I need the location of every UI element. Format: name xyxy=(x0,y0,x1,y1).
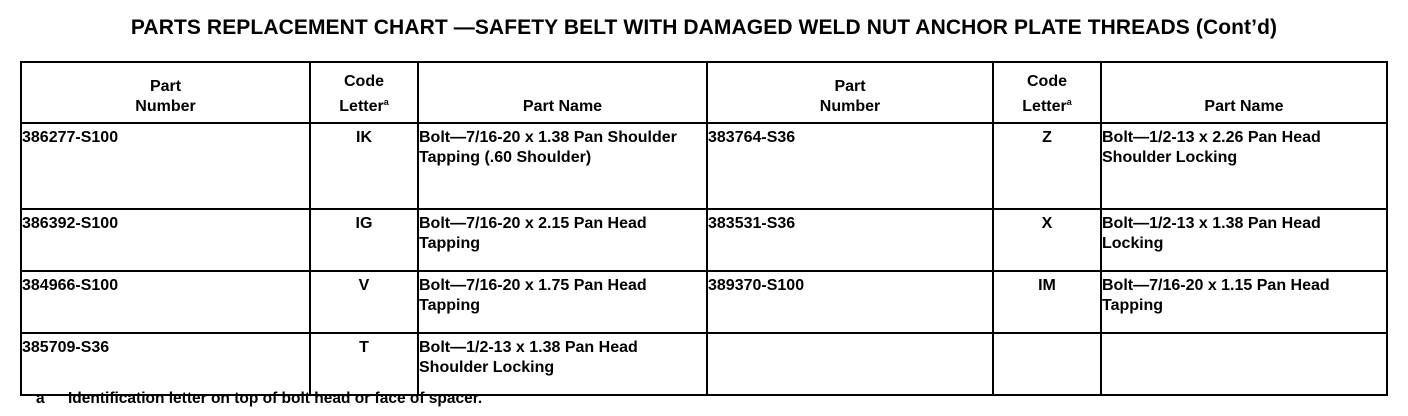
table-row xyxy=(21,271,1387,333)
code-letter-cell: IG xyxy=(310,209,418,271)
header-code-letter: Code Letter$^a$ xyxy=(310,62,418,123)
part-name-cell: Bolt—7/16-20 x 1.15 Pan Head Tapping xyxy=(1101,271,1387,333)
part-name-cell xyxy=(1101,333,1387,395)
parts-replacement-table xyxy=(20,61,1388,396)
part-number-cell: 384966-S100 xyxy=(21,271,310,333)
part-number-cell: 385709-S36 xyxy=(21,333,310,395)
header-part-number: Part Number xyxy=(21,62,310,123)
code-letter-cell: V xyxy=(310,271,418,333)
part-name-cell: Bolt—7/16-20 x 1.38 Pan Shoulder Tapping (.60 Shoulder) xyxy=(418,123,707,209)
code-letter-cell xyxy=(993,333,1101,395)
part-name-cell: Bolt—1/2-13 x 1.38 Pan Head Locking xyxy=(1101,209,1387,271)
part-name-cell: Bolt—1/2-13 x 1.38 Pan Head Shoulder Locking xyxy=(418,333,707,395)
part-name-cell: Bolt—7/16-20 x 1.75 Pan Head Tapping xyxy=(418,271,707,333)
footnote-marker: a xyxy=(36,390,45,407)
header-part-name: Part Name xyxy=(1101,62,1387,123)
table-row xyxy=(21,123,1387,209)
code-letter-cell: IK xyxy=(310,123,418,209)
footnote-ref-a: a xyxy=(1066,97,1072,107)
header-part-number: Part Number xyxy=(707,62,993,123)
part-number-cell: 386277-S100 xyxy=(21,123,310,209)
part-number-cell: 386392-S100 xyxy=(21,209,310,271)
part-number-cell: 383764-S36 xyxy=(707,123,993,209)
chart-title: PARTS REPLACEMENT CHART —SAFETY BELT WITH DAMAGED WELD NUT ANCHOR PLATE THREADS (Cont’d) xyxy=(130,16,1278,39)
table-row xyxy=(21,333,1387,395)
footnote-text: Identification letter on top of bolt head or face of spacer. xyxy=(68,390,483,407)
table-row xyxy=(21,209,1387,271)
header-part-name: Part Name xyxy=(418,62,707,123)
header-code-letter: Code Letter$^a$ xyxy=(993,62,1101,123)
part-number-cell: 383531-S36 xyxy=(707,209,993,271)
part-number-cell xyxy=(707,333,993,395)
code-letter-cell: X xyxy=(993,209,1101,271)
footnote xyxy=(36,390,482,408)
part-name-cell: Bolt—1/2-13 x 2.26 Pan Head Shoulder Locking xyxy=(1101,123,1387,209)
footnote-ref-a: a xyxy=(383,97,389,107)
part-name-cell: Bolt—7/16-20 x 2.15 Pan Head Tapping xyxy=(418,209,707,271)
table-header-row xyxy=(21,62,1387,123)
code-letter-cell: IM xyxy=(993,271,1101,333)
part-number-cell: 389370-S100 xyxy=(707,271,993,333)
code-letter-cell: T xyxy=(310,333,418,395)
code-letter-cell: Z xyxy=(993,123,1101,209)
